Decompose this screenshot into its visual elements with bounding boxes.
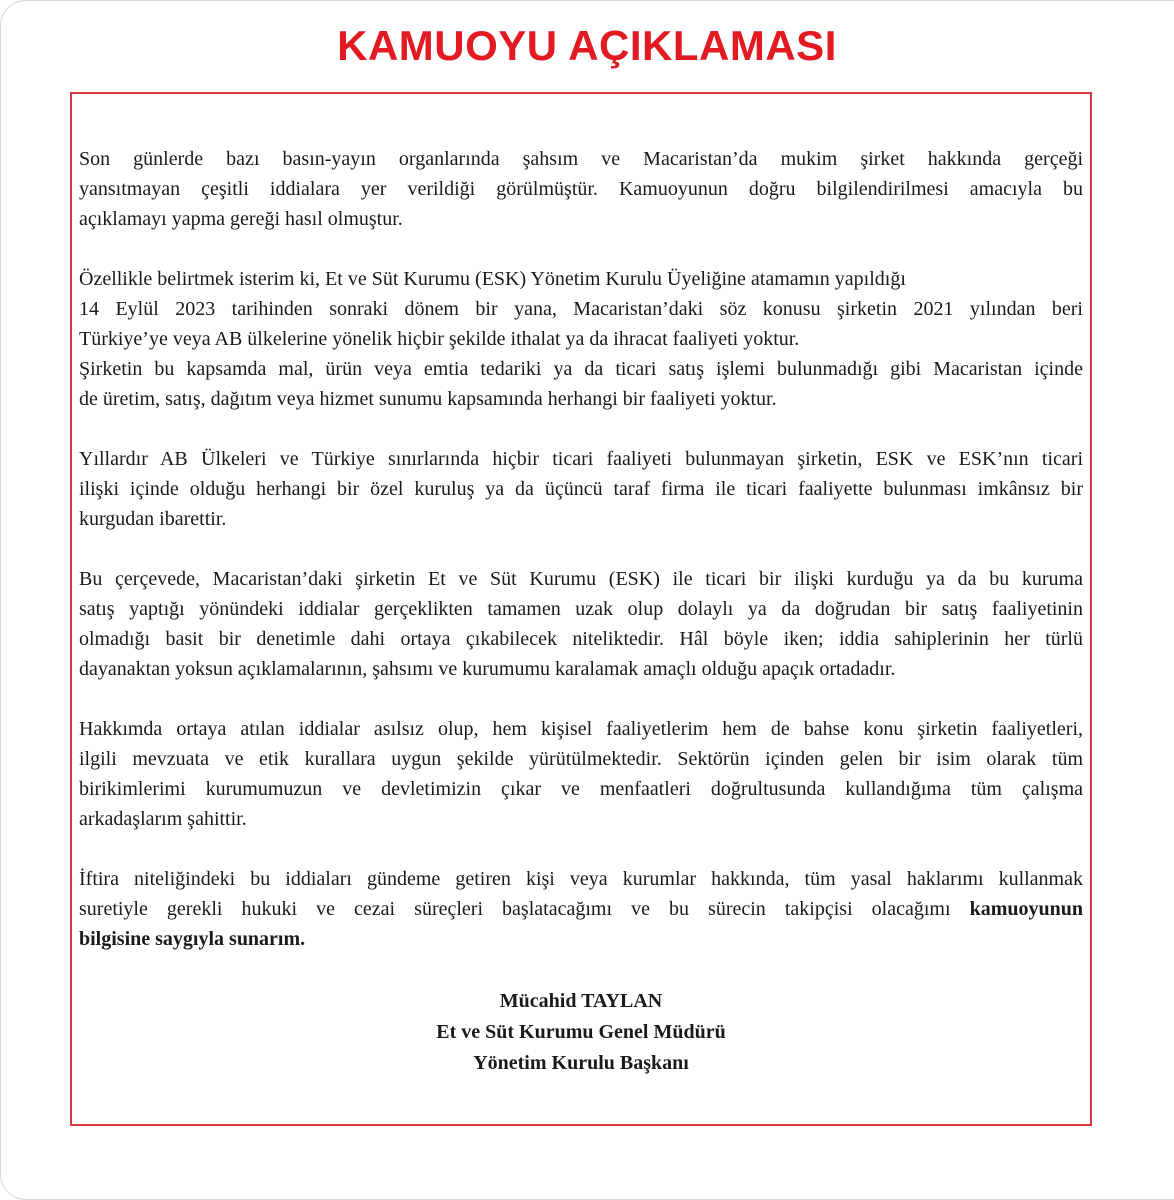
paragraph-line: Yıllardır AB Ülkeleri ve Türkiye sınırlarında hiçbir ticari faaliyeti bulunmayan şirketin, ESK ve ESK’nın ticari	[79, 448, 1083, 470]
paragraph-line: satış yaptığı yönündeki iddialar gerçeklikten tamamen uzak olup dolaylı ya da doğrudan bir satış faaliyetinin	[79, 598, 1083, 620]
paragraph-line	[79, 894, 1083, 924]
paragraph-2	[79, 264, 1083, 414]
paragraph-line-bold: bilgisine saygıyla sunarım.	[79, 928, 306, 950]
signature-block	[72, 986, 1090, 1079]
paragraph-line: dayanaktan yoksun açıklamalarının, şahsımı ve kurumumu karalamak amaçlı olduğu apaçık ortadadır.	[79, 658, 896, 680]
paragraph-line: Bu çerçevede, Macaristan’daki şirketin Et ve Süt Kurumu (ESK) ile ticari bir ilişki kurduğu ya da bu kuruma	[79, 568, 1083, 590]
paragraph-line: İftira niteliğindeki bu iddiaları gündeme getiren kişi veya kurumlar hakkında, tüm yasal haklarımı kullanmak	[79, 868, 1083, 890]
paragraph-line: yansıtmayan çeşitli iddialara yer verildiği görülmüştür. Kamuoyunun doğru bilgilendirilmesi amacıyla bu	[79, 178, 1083, 200]
signature-title-2: Yönetim Kurulu Başkanı	[473, 1052, 689, 1074]
paragraph-line: açıklamayı yapma gereği hasıl olmuştur.	[79, 208, 403, 230]
paragraph-3	[79, 444, 1083, 534]
paragraph-5	[79, 714, 1083, 834]
paragraph-line: ilgili mevzuata ve etik kurallara uygun şekilde yürütülmektedir. Sektörün içinden gelen bir isim olarak tüm	[79, 748, 1083, 770]
statement-body	[79, 144, 1083, 984]
paragraph-line: Özellikle belirtmek isterim ki, Et ve Süt Kurumu (ESK) Yönetim Kurulu Üyeliğine atamamın yapıldığı	[79, 268, 906, 290]
paragraph-line: Son günlerde bazı basın-yayın organlarında şahsım ve Macaristan’da mukim şirket hakkında gerçeği	[79, 148, 1083, 170]
paragraph-line: kurgudan ibarettir.	[79, 508, 227, 530]
paragraph-6	[79, 864, 1083, 954]
paragraph-line: de üretim, satış, dağıtım veya hizmet sunumu kapsamında herhangi bir faaliyeti yoktur.	[79, 388, 777, 410]
paragraph-line: 14 Eylül 2023 tarihinden sonraki dönem bir yana, Macaristan’daki söz konusu şirketin 2021 yılından beri	[79, 298, 1083, 320]
paragraph-line: birikimlerimi kurumumuzun ve devletimizin çıkar ve menfaatleri doğrultusunda kullandığıma tüm çalışma	[79, 778, 1083, 800]
signature-title-1: Et ve Süt Kurumu Genel Müdürü	[436, 1021, 726, 1043]
signature-name: Mücahid TAYLAN	[499, 990, 663, 1012]
paragraph-1	[79, 144, 1083, 234]
paragraph-line: Türkiye’ye veya AB ülkelerine yönelik hiçbir şekilde ithalat ya da ihracat faaliyeti yoktur.	[79, 328, 800, 350]
paragraph-4	[79, 564, 1083, 684]
page-title: KAMUOYU AÇIKLAMASI	[337, 22, 837, 69]
paragraph-line-bold: kamuoyunun	[969, 898, 1083, 920]
paragraph-line: olmadığı basit bir denetimle dahi ortaya çıkabilecek niteliktedir. Hâl böyle iken; iddia sahiplerinin her türlü	[79, 628, 1083, 650]
statement-box	[70, 92, 1092, 1126]
paragraph-line: Şirketin bu kapsamda mal, ürün veya emtia tedariki ya da ticari satış işlemi bulunmadığı gibi Macaristan içinde	[79, 358, 1083, 380]
paragraph-line: ilişki içinde olduğu herhangi bir özel kuruluş ya da üçüncü taraf firma ile ticari faaliyette bulunması imkânsız bir	[79, 478, 1083, 500]
paragraph-line-regular: suretiyle gerekli hukuki ve cezai süreçleri başlatacağımı ve bu sürecin takipçisi olacağımı	[79, 898, 970, 920]
paragraph-line: Hakkımda ortaya atılan iddialar asılsız olup, hem kişisel faaliyetlerim hem de bahse konu şirketin faaliyetleri,	[79, 718, 1083, 740]
paragraph-line: arkadaşlarım şahittir.	[79, 808, 247, 830]
